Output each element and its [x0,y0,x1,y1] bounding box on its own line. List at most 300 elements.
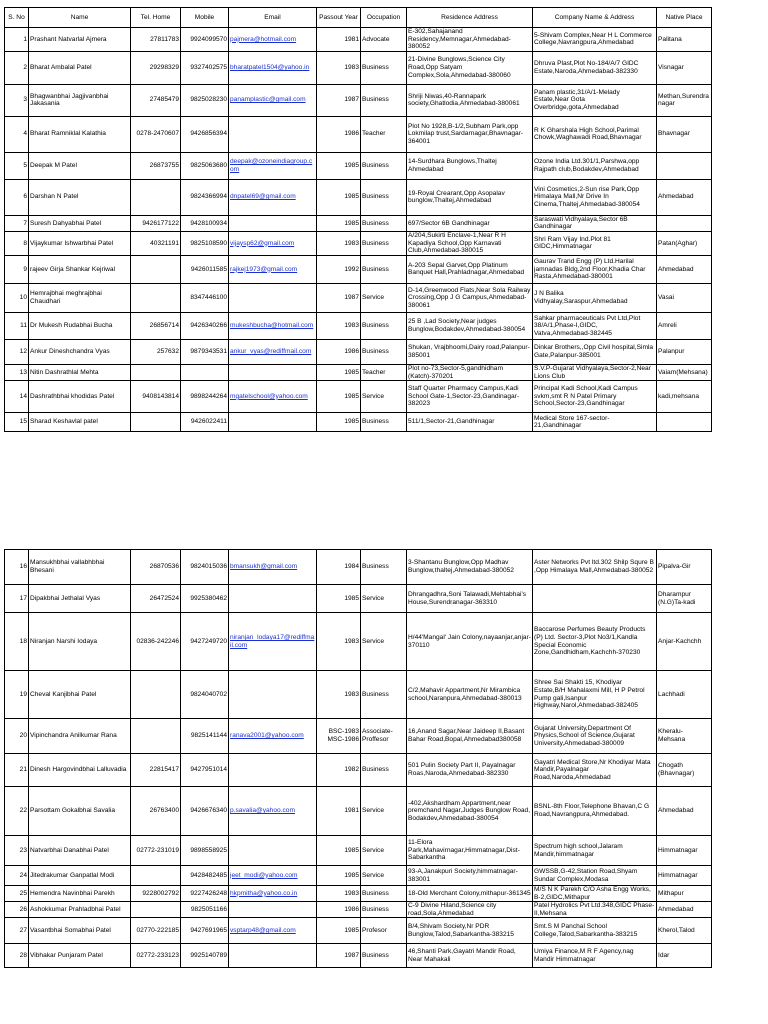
table-cell-name: Hemendra Navinbhai Parekh [29,886,131,902]
table-cell-residence: C-9 Divine Hiland,Science city road,Sola,Ahmedabad [407,902,533,918]
table-cell-name: Parsottam Gokalbhai Savalia [29,787,131,836]
table-cell-company [533,585,657,613]
table-row [5,918,712,944]
table-cell-tel-home [131,902,181,918]
table-cell-residence: B/4,Shivam Society,Nr PDR Bunglow,Talod,Sabarkantha-383215 [407,918,533,944]
table-cell-mobile: 9924099570 [181,28,229,52]
table-cell-tel-home: 26856714 [131,312,181,339]
table-cell-email [229,944,317,968]
table-cell-company: GWSSB,G-42,Station Road,Shyam Sundar Complex,Modasa [533,866,657,886]
table-cell-mobile: 9825028230 [181,84,229,116]
table-cell-tel-home: 26870536 [131,550,181,585]
table-cell-email[interactable]: mgatelschool@yahoo.com [229,381,317,413]
table-cell-mobile: 9427249720 [181,613,229,671]
table-cell-sno: 24 [5,866,29,886]
table-cell-name: Ashokkumar Prahladbhai Patel [29,902,131,918]
table-cell-passout-year: 1984 [317,550,361,585]
table-cell-tel-home: 26763400 [131,787,181,836]
table-cell-sno: 20 [5,719,29,754]
table-row [5,116,712,152]
table-cell-email[interactable]: pajmera@hotmail.com [229,28,317,52]
table-cell-name: Vibhakar Punjaram Patel [29,944,131,968]
table-cell-name: Cheval Kanjibhai Patel [29,671,131,719]
table-cell-passout-year: 1982 [317,754,361,787]
table-cell-native: Lachhadi [657,671,712,719]
table-cell-name: Suresh Dahyabhai Patel [29,215,131,231]
col-header-passout-year: Passout Year [317,8,361,28]
table-cell-name: Vijaykumar Ishwarbhai Patel [29,231,131,255]
table-cell-native: Dharampur (N.G)Ta-kadi [657,585,712,613]
table-cell-passout-year: 1985 [317,918,361,944]
table-cell-occupation: Service [361,613,407,671]
table-cell-occupation: Business [361,902,407,918]
col-header-company: Company Name & Address [533,8,657,28]
table-cell-name: Sharad Keshavlal patel [29,413,131,432]
table-row [5,364,712,380]
table-row [5,152,712,179]
table-cell-occupation: Business [361,51,407,84]
table-cell-native: Palanpur [657,339,712,364]
table-cell-sno: 4 [5,116,29,152]
table-cell-name: Dashrathbhai khodidas Patel [29,381,131,413]
table-cell-name: Darshan N Patel [29,179,131,215]
table-cell-passout-year: 1983 [317,312,361,339]
table-cell-passout-year: 1983 [317,231,361,255]
table-cell-passout-year: 1985 [317,364,361,380]
table-cell-residence: Plot No 1928,B-1/2,Subham Park,opp Lokmilap trust,Sardarnagar,Bhavnagar-364001 [407,116,533,152]
table-cell-sno: 8 [5,231,29,255]
table-cell-residence: -402,Akshardham Appartment,near premchand Nagar,Judges Bunglow Road, Bodakdev,Ahmedabad-380054 [407,787,533,836]
table-cell-email [229,671,317,719]
table-cell-occupation: Business [361,215,407,231]
table-cell-mobile: 9426022411 [181,413,229,432]
table-cell-name: Mansukhbhai vallabhbhai Bhesani [29,550,131,585]
table-cell-name: Dr Mukesh Rudabhai Bucha [29,312,131,339]
table-cell-mobile: 9825141144 [181,719,229,754]
table-cell-name: Bharat Ramniklal Kalathia [29,116,131,152]
table-cell-email [229,754,317,787]
table-cell-passout-year: 1985 [317,413,361,432]
table-cell-tel-home [131,283,181,312]
table-cell-passout-year: 1992 [317,255,361,283]
table-cell-residence: Shriji Niwas,40-Rannapark society,Ghatlodia,Ahmedabad-380061 [407,84,533,116]
table-cell-residence: 501 Pulin Society Part II, Payalnagar Roas,Naroda,Ahmedabad-382330 [407,754,533,787]
table-cell-email[interactable]: bmansukh@gmail.com [229,550,317,585]
table-cell-mobile: 9426340266 [181,312,229,339]
table-cell-native: Mithapur [657,886,712,902]
col-header-sno: S. No [5,8,29,28]
table-cell-company: BSNL-8th Floor,Telephone Bhavan,C G Road,Navrangpura,Ahmedabad. [533,787,657,836]
table-cell-name: Dipakbhai Jethalal Vyas [29,585,131,613]
table-cell-mobile: 9898558925 [181,836,229,866]
table-cell-residence: C/2,Mahavir Appartment,Nr Mirambica school,Naranpura,Ahmedabad-380013 [407,671,533,719]
table-cell-name: Hemrajbhai meghrajbhai Chaudhari [29,283,131,312]
table-cell-occupation: Business [361,231,407,255]
table-cell-residence: 14-Surdhara Bunglows,Thaltej Ahmedabad [407,152,533,179]
table-cell-native: Himmatnagar [657,836,712,866]
table-cell-mobile: 9925140789 [181,944,229,968]
table-cell-sno: 5 [5,152,29,179]
table-cell-email [229,902,317,918]
table-cell-company: J N Balika Vidhyalay,Saraspur,Ahmedabad [533,283,657,312]
table-cell-sno: 11 [5,312,29,339]
table-cell-passout-year: BSC-1983 MSC-1986 [317,719,361,754]
table-row [5,283,712,312]
table-cell-company: Panam plastic,31/A/1-Melady Estate,Near Gota Overbridge,gota,Ahmedabad [533,84,657,116]
table-cell-email[interactable]: niranjan_lodaya17@rediffmail.com [229,613,317,671]
table-cell-name: Bharat Ambalal Patel [29,51,131,84]
table-cell-sno: 21 [5,754,29,787]
table-row [5,550,712,585]
table-cell-company: S.V.P-Gujarat Vidhyalaya,Sector-2,Near Lions Club [533,364,657,380]
table-cell-mobile: 9824015036 [181,550,229,585]
table-row [5,866,712,886]
table-cell-tel-home: 22815417 [131,754,181,787]
table-cell-company: M/S N K Parekh C/O Asha Engg Works, B-2,GIDC,Mithapur [533,886,657,902]
table-cell-passout-year: 1985 [317,215,361,231]
table-cell-native: Himmatnagar [657,866,712,886]
table-cell-email[interactable]: jeet_modi@yahoo.com [229,866,317,886]
col-header-occupation: Occupation [361,8,407,28]
table-cell-email[interactable]: deepak@ozoneindiagroup.com [229,152,317,179]
table-cell-mobile: 9327402575 [181,51,229,84]
table-cell-mobile: 9426676340 [181,787,229,836]
table-cell-sno: 23 [5,836,29,866]
table-cell-residence: 25 B ,Lad Society,Near judges Bunglow,Bodakdev,Ahmedabad-380054 [407,312,533,339]
table-cell-sno: 14 [5,381,29,413]
table-row [5,754,712,787]
table-cell-occupation: Business [361,84,407,116]
table-cell-passout-year: 1987 [317,944,361,968]
table-cell-tel-home [131,866,181,886]
table-row [5,381,712,413]
table-cell-sno: 15 [5,413,29,432]
table-cell-email[interactable]: ankur_vyas@rediffmail.com [229,339,317,364]
table-row [5,787,712,836]
table-cell-residence: Plot no-73,Sector-5,gandhidham (Katch)-370201 [407,364,533,380]
table-cell-name: Dinesh Hargovindbhai Lalluvadia [29,754,131,787]
table-cell-residence: H/44'Mangal' Jain Colony,nayaanjar,anjar-370110 [407,613,533,671]
table-cell-email[interactable]: p.savalia@yahoo.com [229,787,317,836]
table-cell-email [229,413,317,432]
table-cell-company: Smt.S M Panchal School College,Talod,Sabarkantha-383215 [533,918,657,944]
table-cell-sno: 17 [5,585,29,613]
table-cell-name: Jitedrakumar Ganpatlal Modi [29,866,131,886]
table-cell-company: Sahkar pharmaceuticals Pvt Ltd,Plot 38/A/1,Phase-I,GIDC, Vatva,Ahmedabad-382445 [533,312,657,339]
table-cell-name: Nitin Dashrathlal Mehta [29,364,131,380]
table-cell-email[interactable]: rajkej1973@gmail.com [229,255,317,283]
table-cell-name: Natvarbhai Danabhai Patel [29,836,131,866]
table-cell-native: Chogath (Bhavnagar) [657,754,712,787]
table-row [5,944,712,968]
table-row [5,719,712,754]
table-cell-native: Idar [657,944,712,968]
table-cell-occupation: Business [361,413,407,432]
table-row [5,28,712,52]
table-cell-tel-home [131,413,181,432]
table-cell-native [657,215,712,231]
table-cell-mobile: 9426011585 [181,255,229,283]
table-row [5,413,712,432]
table-cell-occupation: Teacher [361,364,407,380]
table-cell-occupation: Business [361,550,407,585]
table-row [5,585,712,613]
table-cell-company: Medical Store 167-sector-21,Gandhinagar [533,413,657,432]
table-cell-company: Ozone India Ltd.301/1,Parshwa,opp Rajpath club,Bodakdev,Ahmedabad [533,152,657,179]
table-cell-tel-home: 9408143814 [131,381,181,413]
table-cell-passout-year: 1986 [317,902,361,918]
table-cell-company: 5-Shivam Complex,Near H L Commerce College,Navrangpura,Ahmedabad [533,28,657,52]
table-cell-company: Spectrum high school,Jalaram Mandir,himmatnagar [533,836,657,866]
col-header-email: Email [229,8,317,28]
table-cell-company: Gayatri Medical Store,Nr Khodiyar Mata Mandir,Payalnagar Road,Naroda,Ahmedabad [533,754,657,787]
table-cell-email[interactable]: dnpatel69@gmail.com [229,179,317,215]
table-cell-company: R K Gharshala High School,Parimal Chowk,Waghawadi Road,Bhavnagar [533,116,657,152]
table-cell-mobile: 9825051166 [181,902,229,918]
table-cell-name: Ankur Dineshchandra Vyas [29,339,131,364]
table-cell-occupation: Business [361,152,407,179]
table-cell-sno: 2 [5,51,29,84]
table-cell-mobile: 9879343531 [181,339,229,364]
table-cell-sno: 27 [5,918,29,944]
table-cell-email[interactable]: vijaysp62@gmail.com [229,231,317,255]
table-row [5,886,712,902]
table-cell-sno: 18 [5,613,29,671]
header-row [5,8,712,28]
table-cell-email[interactable]: bharatpatel1504@yahoo.in [229,51,317,84]
table-row [5,613,712,671]
table-cell-native: Palitana [657,28,712,52]
table-cell-name: Niranjan Narshi Iodaya [29,613,131,671]
table-cell-residence: 19-Royal Crearant,Opp Asopalav bunglow,Thaltej,Ahmedabad [407,179,533,215]
table-cell-occupation: Associate-Proffesor [361,719,407,754]
table-cell-mobile: 9427691965 [181,918,229,944]
table-cell-mobile: 9825108590 [181,231,229,255]
table-cell-tel-home: 02770-222185 [131,918,181,944]
col-header-tel-home: Tel. Home [131,8,181,28]
table-cell-residence: 511/1,Sector-21,Gandhinagar [407,413,533,432]
table-cell-residence: 11-Elora Park,Mahavirnagar,Himmatnagar,Dist-Sabarkantha [407,836,533,866]
table-cell-occupation: Business [361,944,407,968]
table-cell-native: Pipalva-Gir [657,550,712,585]
table-cell-company: Patel Hydrolics Pvt Ltd.348,GIDC Phase-II,Mehsana [533,902,657,918]
table-cell-native: Ahmedabad [657,902,712,918]
table-cell-mobile: 9898244264 [181,381,229,413]
col-header-native: Native Place [657,8,712,28]
table-cell-passout-year: 1985 [317,866,361,886]
table-cell-email[interactable]: panamplastic@gmail.com [229,84,317,116]
table-row [5,836,712,866]
table-cell-passout-year: 1985 [317,152,361,179]
table-cell-occupation: Business [361,339,407,364]
table-row [5,312,712,339]
table-cell-occupation: Service [361,836,407,866]
table-cell-native [657,413,712,432]
table-cell-tel-home [131,671,181,719]
table-cell-residence: 3-Shantanu Bunglow,Opp Madhav Bunglow,thaltej,Ahmedabad-380052 [407,550,533,585]
table-cell-tel-home [131,364,181,380]
table-cell-occupation: Service [361,381,407,413]
table-cell-residence: Shukan, Vrajbhoomi,Dairy road,Palanpur-385001 [407,339,533,364]
col-header-name: Name [29,8,131,28]
table-cell-passout-year: 1983 [317,886,361,902]
table-cell-tel-home: 27485479 [131,84,181,116]
table-row [5,902,712,918]
table-cell-occupation: Service [361,585,407,613]
table-cell-passout-year: 1983 [317,51,361,84]
table-row [5,179,712,215]
table-cell-passout-year: 1987 [317,283,361,312]
table-cell-residence: Staff Quarter Pharmacy Campus,Kadi School Gate-1,Sector-23,Gandinagar-382023 [407,381,533,413]
table-cell-occupation: Teacher [361,116,407,152]
table-cell-occupation: Service [361,866,407,886]
table-cell-native: Ahmedabad [657,787,712,836]
table-cell-occupation: Profesor [361,918,407,944]
table-cell-email[interactable]: vsptarp48@gmail.com [229,918,317,944]
table-cell-passout-year: 1985 [317,836,361,866]
table-cell-tel-home: 02836-242246 [131,613,181,671]
table-cell-tel-home: 40321191 [131,231,181,255]
table-cell-tel-home [131,179,181,215]
table-cell-occupation: Service [361,283,407,312]
table-cell-company: Umiya Finance,M R F Agency,nag Mandir Himmatnagar [533,944,657,968]
table-cell-company: Saraswati Vidhyalaya,Sector 6B Gandhinagar [533,215,657,231]
table-cell-tel-home [131,255,181,283]
table-cell-name: Bhagwanbhai Jagjivanbhai Jakasania [29,84,131,116]
table-cell-native: Amreli [657,312,712,339]
table-cell-tel-home: 26472524 [131,585,181,613]
table-cell-occupation: Business [361,754,407,787]
table-cell-company: Vini Cosmetics,2-Sun rise Park,Opp Himalaya Mall,Nr Drive In Cinema,Thaltej,Ahmedabad-380054 [533,179,657,215]
table-cell-tel-home: 02772-231019 [131,836,181,866]
table-cell-company: Dinkar Brothers,,Opp Civil hospital,Simla Gate,Palanpur-385001 [533,339,657,364]
table-cell-native: Vasai [657,283,712,312]
table-cell-sno: 1 [5,28,29,52]
table-cell-tel-home: 26873755 [131,152,181,179]
table-cell-sno: 28 [5,944,29,968]
table-row [5,339,712,364]
table-cell-native [657,152,712,179]
table-row [5,51,712,84]
table-cell-mobile: 9227426248 [181,886,229,902]
table-cell-name: Vipinchandra Anilkumar Rana [29,719,131,754]
table-cell-passout-year: 1983 [317,613,361,671]
table-cell-native: Methan,Surendranagar [657,84,712,116]
table-cell-native: Anjar-Kachchh [657,613,712,671]
table-cell-tel-home: 257632 [131,339,181,364]
table-cell-mobile [181,364,229,380]
table-cell-occupation: Business [361,312,407,339]
table-cell-occupation: Service [361,787,407,836]
table-cell-passout-year: 1987 [317,84,361,116]
table-cell-native: Bhavnagar [657,116,712,152]
table-cell-tel-home [131,719,181,754]
table-cell-residence: D-14,Greenwood Flats,Near Sola Railway Crossing,Opp J G Campus,Ahmedabad-380061 [407,283,533,312]
table-cell-name: rajeev Girja Shankar Kejriwal [29,255,131,283]
table-cell-tel-home: 02772-233123 [131,944,181,968]
table-cell-mobile: 9825063680 [181,152,229,179]
table-cell-tel-home: 9426177122 [131,215,181,231]
table-cell-sno: 26 [5,902,29,918]
table-cell-mobile: 9824366994 [181,179,229,215]
table-cell-native: Kheralu-Mehsana [657,719,712,754]
table-cell-passout-year: 1986 [317,339,361,364]
table-cell-sno: 9 [5,255,29,283]
table-cell-occupation: Business [361,886,407,902]
table-cell-sno: 16 [5,550,29,585]
table-cell-residence: A/204,Sukirti Enclave-1,Near R H Kapadiya School,Opp Karnavati Club,Ahmedabad-380015 [407,231,533,255]
table-cell-mobile: 8347446100 [181,283,229,312]
table-cell-company: Aster Networks Pvt ltd.302 Shilp Squre B ,Opp Himalaya Mall,Ahmedabad-380052 [533,550,657,585]
table-row [5,215,712,231]
table-cell-email [229,836,317,866]
table-cell-passout-year: 1983 [317,671,361,719]
table-cell-name: Vasantbhai Somabhai Patel [29,918,131,944]
table-cell-mobile: 9428482485 [181,866,229,886]
table-cell-residence: 93-A,Janakpuri Society,himmatnagar-383001 [407,866,533,886]
col-header-residence: Residence Address [407,8,533,28]
table-cell-sno: 3 [5,84,29,116]
table-cell-company: Gaurav Trand Engg (P) Ltd.Harilal jamnadas Bldg,2nd Floor,Khadia Char Rasta,Ahmedabad-380001 [533,255,657,283]
table-cell-company: Gujarat University,Department Of Physics,School of Science,Gujarat University,Ahmedabad-380009 [533,719,657,754]
table-cell-native: kadi,mehsana [657,381,712,413]
col-header-mobile: Mobile [181,8,229,28]
table-cell-occupation: Business [361,255,407,283]
table-cell-residence: Dhrangadhra,Soni Talawadi,Mehtabhai's House,Surendranagar-363310 [407,585,533,613]
table-cell-passout-year: 1985 [317,179,361,215]
table-cell-residence: 18-Old Merchant Colony,mithapur-361345 [407,886,533,902]
contact-table-1 [4,7,712,432]
table-cell-company: Dhruva Plast,Plot No-184/A/7 GIDC Estate,Naroda,Ahmedabad-382330 [533,51,657,84]
table-cell-native: Vaiam(Mehsana) [657,364,712,380]
table-cell-tel-home: 9228002792 [131,886,181,902]
table-cell-name: Deepak M Patel [29,152,131,179]
table-cell-residence: A-203 Sepal Garvet,Opp Platinum Banquet Hall,Prahladnagar,Ahmedabad [407,255,533,283]
table-cell-passout-year: 1985 [317,585,361,613]
table-cell-email[interactable]: hkpmitha@yahoo.co.in [229,886,317,902]
table-cell-residence: 21-Divine Bunglows,Science City Road,Opp Satyam Complex,Sola,Ahmedabad-380060 [407,51,533,84]
table-cell-native: Ahmedabad [657,179,712,215]
table-cell-native: Kherol,Talod [657,918,712,944]
table-cell-mobile: 9824040702 [181,671,229,719]
table-cell-email [229,116,317,152]
table-cell-email[interactable]: mukeshbucha@hotmail.com [229,312,317,339]
table-cell-occupation: Business [361,179,407,215]
table-row [5,84,712,116]
table-cell-sno: 10 [5,283,29,312]
table-cell-sno: 25 [5,886,29,902]
table-row [5,671,712,719]
table-cell-sno: 12 [5,339,29,364]
table-cell-name: Prashant Natvarlal Ajmera [29,28,131,52]
table-cell-sno: 19 [5,671,29,719]
table-cell-residence: 16,Anand Sagar,Near Jaideep II,Basant Bahar Road,Bopal,Ahmedabad380058 [407,719,533,754]
table-cell-sno: 6 [5,179,29,215]
table-cell-native: Visnagar [657,51,712,84]
table-cell-email [229,215,317,231]
table-cell-email [229,283,317,312]
table-cell-email[interactable]: ranava2001@yahoo.com [229,719,317,754]
table-cell-mobile: 9428100934 [181,215,229,231]
table-cell-native: Patan(Aghar) [657,231,712,255]
table-cell-passout-year: 1986 [317,116,361,152]
table-cell-residence: 46,Shanti Park,Gayatri Mandir Road, Near Mahakali [407,944,533,968]
table-cell-mobile: 9427951014 [181,754,229,787]
table-cell-tel-home: 27811783 [131,28,181,52]
table-cell-sno: 7 [5,215,29,231]
table-cell-email [229,585,317,613]
table-cell-sno: 22 [5,787,29,836]
